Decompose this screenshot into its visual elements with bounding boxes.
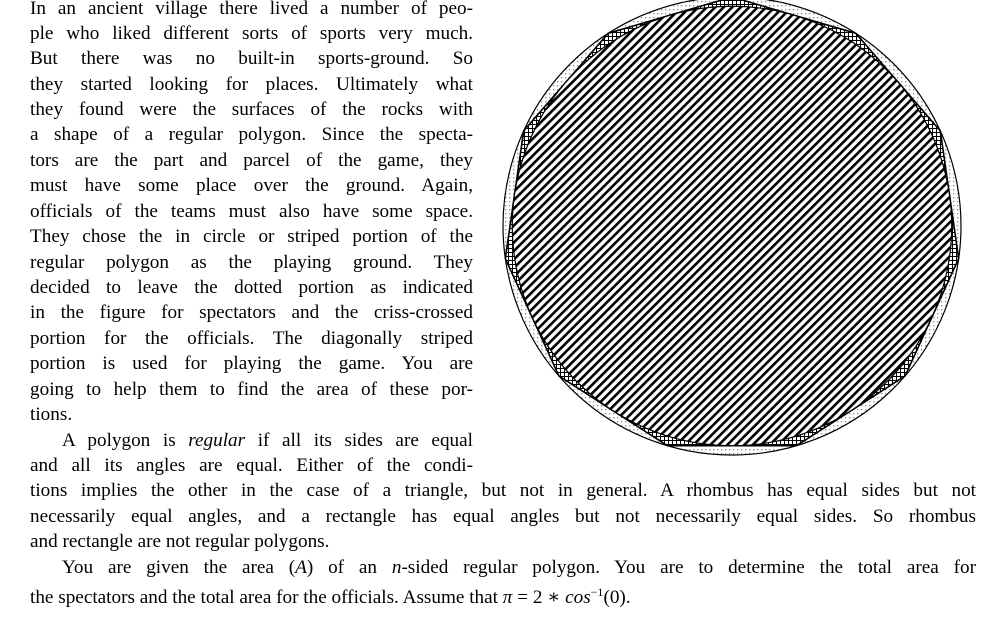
text-line: necessarily equal angles, and a rectangle has equal angles but not necessarily equal sides. So rhombus <box>30 506 976 527</box>
text-line: decided to leave the dotted portion as indicated <box>30 277 473 298</box>
superscript: −1 <box>590 585 604 599</box>
text-line: must have some place over the ground. Again, <box>30 175 473 196</box>
math-function: cos <box>565 587 591 608</box>
text-line: You are given the area (A) of an n-sided regular polygon. You are to determine the total area for <box>62 557 976 578</box>
text-line: in the figure for spectators and the criss-crossed <box>30 302 473 323</box>
text-line: portion is used for playing the game. You are <box>30 353 473 374</box>
text-line: they started looking for places. Ultimately what <box>30 74 473 95</box>
incircle-playing-ground <box>512 6 951 445</box>
text-line: A polygon is regular if all its sides are equal <box>62 430 473 451</box>
text-line: They chose the in circle or striped portion of the <box>30 226 473 247</box>
math-variable: π <box>502 587 513 608</box>
text-line: tions implies the other in the case of a triangle, but not in general. A rhombus has equal sides but not <box>30 480 976 501</box>
text-line: a shape of a regular polygon. Since the specta- <box>30 124 473 145</box>
text-line: regular polygon as the playing ground. They <box>30 252 473 273</box>
text-line: But there was no built-in sports-ground. So <box>30 48 473 69</box>
text-line: In an ancient village there lived a number of peo- <box>30 0 473 19</box>
text-line: and rectangle are not regular polygons. <box>30 531 330 552</box>
text-line: the spectators and the total area for the officials. Assume that π = 2 ∗ $\cos^{-1}(0)$. <box>30 585 631 608</box>
text-line: tors are the part and parcel of the game, they <box>30 150 473 171</box>
text-line: tions. <box>30 404 73 425</box>
text-line: and all its angles are equal. Either of the condi- <box>30 455 473 476</box>
text-line: portion for the officials. The diagonally striped <box>30 328 473 349</box>
text-line: they found were the surfaces of the rocks with <box>30 99 473 120</box>
text-line: officials of the teams must also have some space. <box>30 201 473 222</box>
text-line: ple who liked different sorts of sports very much. <box>30 23 473 44</box>
math-variable: A <box>295 557 307 578</box>
italic-term: regular <box>188 430 246 451</box>
polygon-figure <box>500 0 966 456</box>
math-variable: n <box>391 557 402 578</box>
text-line: going to help them to find the area of these por- <box>30 379 473 400</box>
